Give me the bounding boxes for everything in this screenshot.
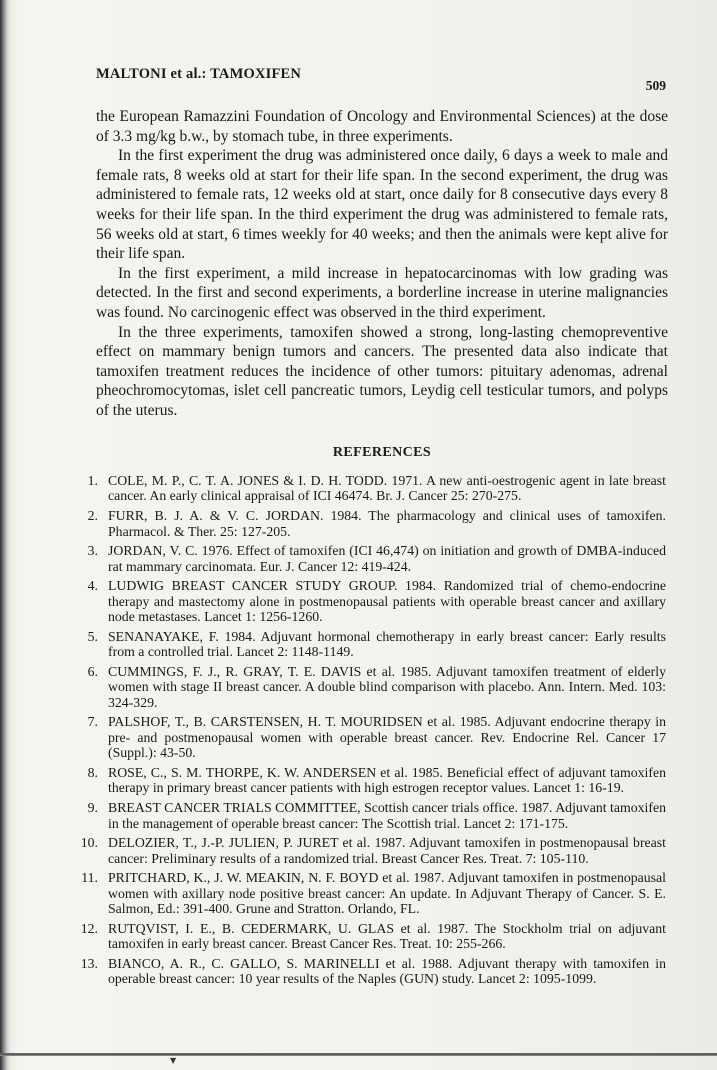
- references-list: [78, 473, 666, 991]
- reference-text: DELOZIER, T., J.-P. JULIEN, P. JURET et al. 1987. Adjuvant tamoxifen in postmenopausal breast cancer: Preliminary results of a randomized trial. Breast Cancer Res. Treat. 7: 105-110.: [108, 835, 666, 866]
- reference-item: [78, 870, 666, 916]
- paragraph: In the first experiment the drug was administered once daily, 6 days a week to male and female rats, 8 weeks old at start for their life span. In the second experiment, the drug was administered to female rats, 12 weeks old at start, once daily for 8 consecutive days every 8 weeks for their life span. In the third experiment the drug was administered to female rats, 56 weeks old at start, 6 times weekly for 40 weeks; and then the animals were kept alive for their life span.: [96, 147, 668, 263]
- page-number: 509: [645, 78, 666, 93]
- reference-text: BIANCO, A. R., C. GALLO, S. MARINELLI et al. 1988. Adjuvant therapy with tamoxifen in operable breast cancer: 10 year results of the Naples (GUN) study. Lancet 2: 1095-1099.: [108, 955, 666, 987]
- reference-text: SENANAYAKE, F. 1984. Adjuvant hormonal chemotherapy in early breast cancer: Early results from a controlled trial. Lancet 2: 1148-1149.: [108, 628, 666, 660]
- reference-number: 2.: [87, 508, 98, 524]
- reference-text: CUMMINGS, F. J., R. GRAY, T. E. DAVIS et al. 1985. Adjuvant tamoxifen treatment of elderly women with stage II breast cancer. A double blind comparison with placebo. Ann. Intern. Med. 103: 324-329.: [108, 663, 666, 710]
- reference-text: PRITCHARD, K., J. W. MEAKIN, N. F. BOYD et al. 1987. Adjuvant tamoxifen in postmenopausal women with axillary node positive breast cancer: An update. In Adjuvant Therapy of Cancer. S. E. Salmon, Ed.: 391-400. Grune and Stratton. Orlando, FL.: [108, 870, 666, 917]
- reference-item: [78, 714, 666, 760]
- paragraph: the European Ramazzini Foundation of Oncology and Environmental Sciences) at the dose of 3.3 mg/kg b.w., by stomach tube, in three experiments.: [96, 108, 668, 145]
- reference-text: PALSHOF, T., B. CARSTENSEN, H. T. MOURIDSEN et al. 1985. Adjuvant endocrine therapy in pre- and postmenopausal women with operable breast cancer. Rev. Endocrine Rel. Cancer 17 (Suppl.): 43-50.: [108, 714, 666, 761]
- reference-text: BREAST CANCER TRIALS COMMITTEE, Scottish cancer trials office. 1987. Adjuvant tamoxifen in the management of operable breast cancer: The Scottish trial. Lancet 2: 171-175.: [108, 800, 666, 831]
- reference-number: 5.: [87, 628, 98, 644]
- references-heading: REFERENCES: [332, 445, 432, 460]
- reference-text: ROSE, C., S. M. THORPE, K. W. ANDERSEN et al. 1985. Beneficial effect of adjuvant tamoxifen therapy in primary breast cancer patients with high estrogen receptor values. Lancet 1: 16-19.: [108, 764, 666, 796]
- reference-number: 6.: [87, 663, 98, 679]
- reference-number: 9.: [87, 800, 98, 816]
- page-bottom-edge: [0, 1053, 717, 1056]
- reference-item: [78, 629, 666, 660]
- reference-text: LUDWIG BREAST CANCER STUDY GROUP. 1984. Randomized trial of chemo-endocrine therapy and mastectomy alone in postmenopausal patients with operable breast cancer and axillary node metastases. Lancet 1: 1256-1260.: [108, 578, 666, 625]
- running-head: MALTONI et al.: TAMOXIFEN: [96, 66, 302, 82]
- reference-text: FURR, B. J. A. & V. C. JORDAN. 1984. The pharmacology and clinical uses of tamoxifen. Pharmacol. & Ther. 25: 127-205.: [108, 508, 666, 539]
- reference-text: RUTQVIST, I. E., B. CEDERMARK, U. GLAS et al. 1987. The Stockholm trial on adjuvant tamoxifen in early breast cancer. Breast Cancer Res. Treat. 10: 255-266.: [108, 920, 666, 952]
- reference-item: [78, 508, 666, 539]
- paragraph: In the three experiments, tamoxifen showed a strong, long-lasting chemopreventive effect on mammary benign tumors and cancers. The presented data also indicate that tamoxifen treatment reduces the incidence of other tumors: pituitary adenomas, adrenal pheochromocytomas, islet cell pancreatic tumors, Leydig cell testicular tumors, and polyps of the uterus.: [96, 323, 668, 419]
- body-text: [96, 107, 668, 421]
- reference-number: 11.: [81, 870, 98, 886]
- reference-text: JORDAN, V. C. 1976. Effect of tamoxifen (ICI 46,474) on initiation and growth of DMBA-induced rat mammary carcinomata. Eur. J. Cancer 12: 419-424.: [108, 543, 666, 574]
- reference-item: [78, 800, 666, 831]
- reference-item: [78, 765, 666, 796]
- reference-item: [78, 835, 666, 866]
- reference-item: [78, 578, 666, 624]
- reference-number: 1.: [87, 473, 98, 488]
- reference-item: [78, 473, 666, 504]
- page-header: [96, 66, 668, 92]
- reference-item: [78, 956, 666, 987]
- reference-text: COLE, M. P., C. T. A. JONES & I. D. H. TODD. 1971. A new anti-oestrogenic agent in late breast cancer. An early clinical appraisal of ICI 46474. Br. J. Cancer 25: 270-275.: [108, 473, 666, 504]
- paragraph: In the first experiment, a mild increase in hepatocarcinomas with low grading was detected. In the first and second experiments, a borderline increase in uterine malignancies was found. No carcinogenic effect was observed in the third experiment.: [96, 264, 668, 321]
- reference-number: 4.: [87, 578, 98, 594]
- reference-number: 7.: [87, 714, 98, 730]
- reference-item: [78, 664, 666, 710]
- reference-number: 10.: [80, 835, 98, 851]
- reference-number: 8.: [87, 764, 98, 780]
- reference-item: [78, 921, 666, 952]
- reference-item: [78, 543, 666, 574]
- page-binding-shadow: [0, 0, 10, 1070]
- reference-number: 12.: [80, 920, 98, 936]
- reference-number: 3.: [87, 543, 98, 559]
- reference-number: 13.: [80, 955, 98, 971]
- triangle-mark-icon: ▼: [170, 1056, 177, 1065]
